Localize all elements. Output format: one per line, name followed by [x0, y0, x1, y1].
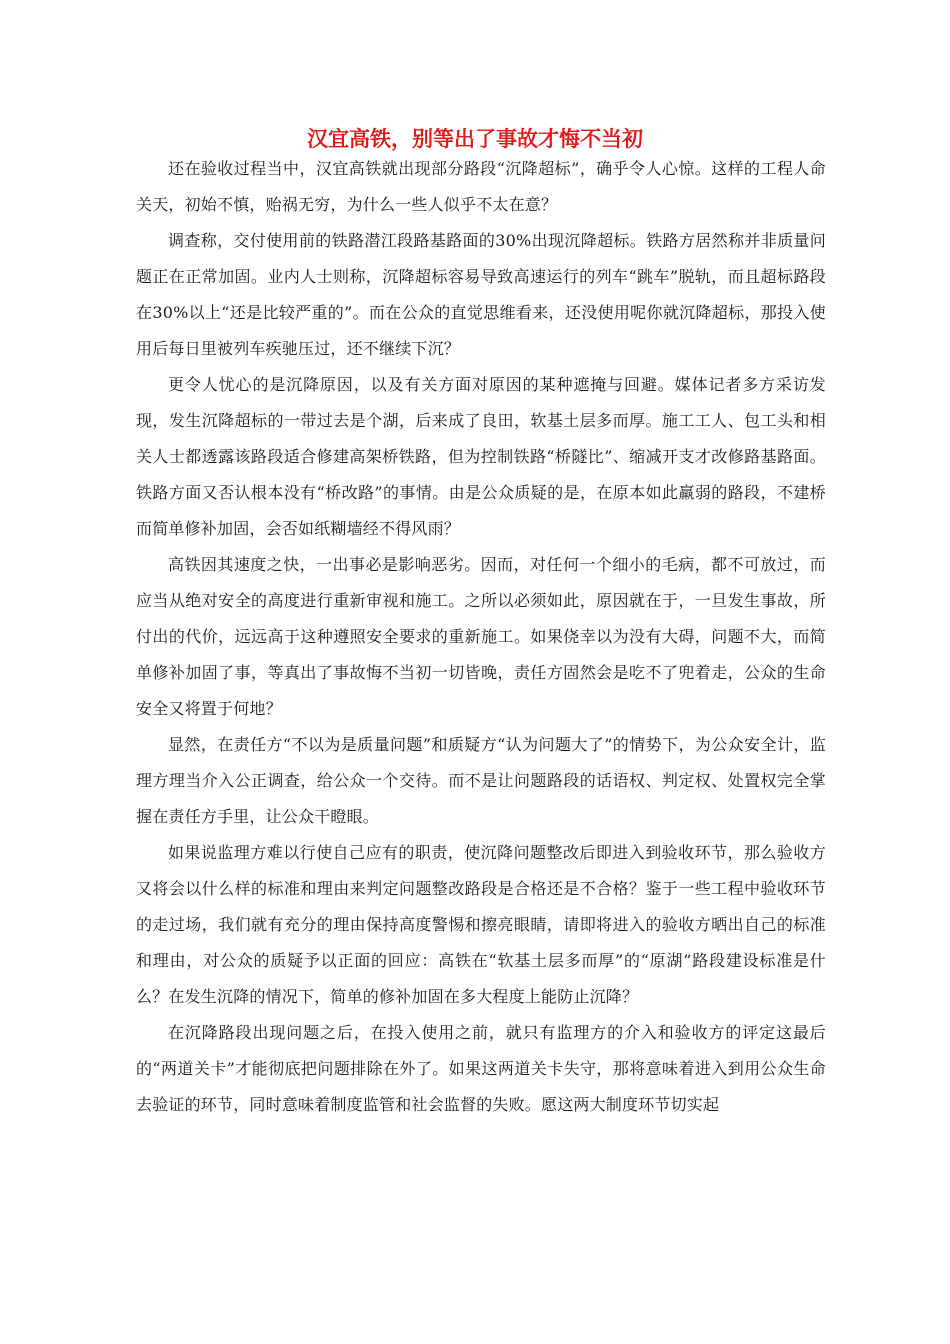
paragraph-4: 高铁因其速度之快，一出事必是影响恶劣。因而，对任何一个细小的毛病，都不可放过，而应当从绝对安全的高度进行重新审视和施工。之所以必须如此，原因就在于，一旦发生事故，所付出的代价，远远高于这种遵照安全要求的重新施工。如果侥幸以为没有大碍，问题不大，而简单修补加固了事，等真出了事故悔不当初一切皆晚，责任方固然会是吃不了兜着走，公众的生命安全又将置于何地？ — [136, 555, 826, 718]
article-title: 汉宜高铁，别等出了事故才悔不当初 — [307, 126, 643, 151]
paragraph-7: 在沉降路段出现问题之后，在投入使用之前，就只有监理方的介入和验收方的评定这最后的“两道关卡”才能彻底把问题排除在外了。如果这两道关卡失守，那将意味着进入到用公众生命去验证的环节，同时意味着制度监管和社会监督的失败。愿这两大制度环节切实起 — [136, 1023, 826, 1114]
paragraph-1: 还在验收过程当中，汉宜高铁就出现部分路段“沉降超标”，确乎令人心惊。这样的工程人命关天，初始不慎，贻祸无穷，为什么一些人似乎不太在意？ — [136, 159, 826, 214]
paragraph-2: 调查称，交付使用前的铁路潜江段路基路面的30%出现沉降超标。铁路方居然称并非质量问题正在正常加固。业内人士则称，沉降超标容易导致高速运行的列车“跳车”脱轨，而且超标路段在30%以上“还是比较严重的”。而在公众的直觉思维看来，还没使用呢你就沉降超标，那投入使用后每日里被列车疾驰压过，还不继续下沉？ — [136, 231, 826, 358]
paragraph-3: 更令人忧心的是沉降原因，以及有关方面对原因的某种遮掩与回避。媒体记者多方采访发现，发生沉降超标的一带过去是个湖，后来成了良田，软基土层多而厚。施工工人、包工头和相关人士都透露该路段适合修建高架桥铁路，但为控制铁路“桥隧比”、缩减开支才改修路基路面。铁路方面又否认根本没有“桥改路”的事情。由是公众质疑的是，在原本如此羸弱的路段，不建桥而简单修补加固，会否如纸糊墙经不得风雨？ — [136, 375, 826, 538]
paragraph-6: 如果说监理方难以行使自己应有的职责，使沉降问题整改后即进入到验收环节，那么验收方又将会以什么样的标准和理由来判定问题整改路段是合格还是不合格？鉴于一些工程中验收环节的走过场，我们就有充分的理由保持高度警惕和擦亮眼睛，请即将进入的验收方晒出自己的标准和理由，对公众的质疑予以正面的回应：高铁在“软基土层多而厚”的“原湖”路段建设标准是什么？在发生沉降的情况下，简单的修补加固在多大程度上能防止沉降？ — [136, 843, 826, 1006]
paragraph-5: 显然，在责任方“不以为是质量问题”和质疑方“认为问题大了”的情势下，为公众安全计，监理方理当介入公正调查，给公众一个交待。而不是让问题路段的话语权、判定权、处置权完全掌握在责任方手里，让公众干瞪眼。 — [136, 735, 826, 826]
article-body — [136, 151, 826, 1123]
